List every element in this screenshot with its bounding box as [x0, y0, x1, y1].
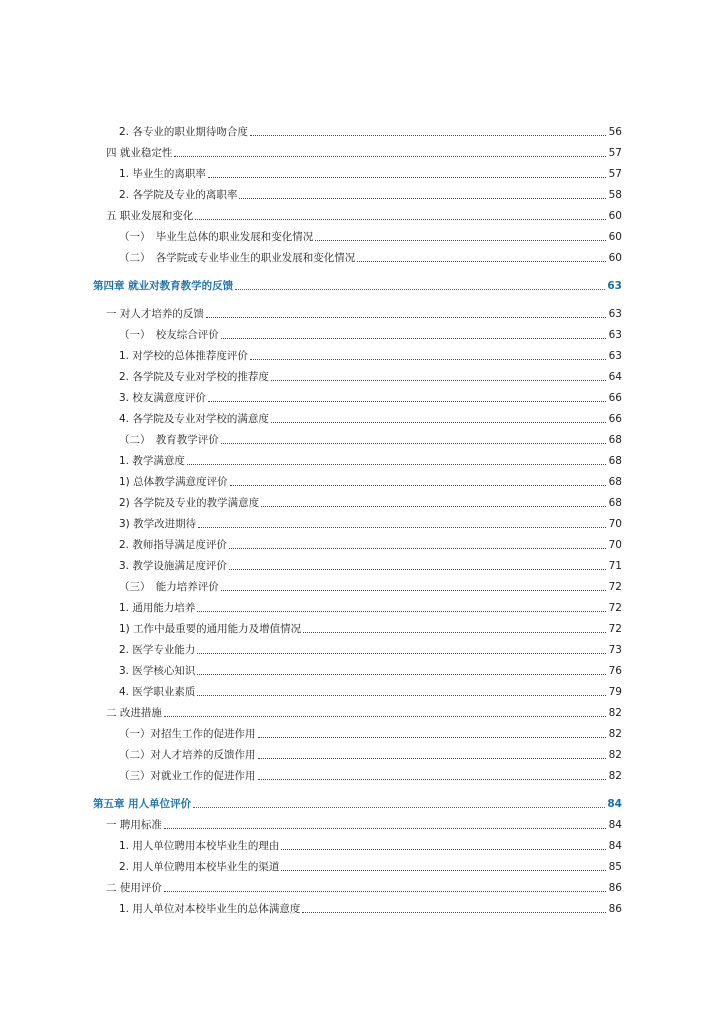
dot-leader [208, 401, 606, 402]
toc-entry[interactable] [119, 370, 622, 384]
dot-leader [198, 527, 606, 528]
toc-page-number: 82 [608, 728, 622, 740]
dot-leader [239, 198, 606, 199]
toc-entry-title: 二 使用评价 [106, 882, 162, 894]
toc-page-number: 84 [608, 819, 622, 831]
toc-entry-title: 一 聘用标准 [106, 819, 162, 831]
toc-entry[interactable] [119, 664, 622, 678]
toc-entry-title: 1. 毕业生的离职率 [119, 168, 206, 180]
dot-leader [235, 289, 605, 290]
toc-entry-title: 1. 对学校的总体推荐度评价 [119, 350, 248, 362]
dot-leader [258, 758, 607, 759]
toc-page-number: 64 [608, 371, 622, 383]
toc-entry-title: 2. 各学院及专业的离职率 [119, 189, 238, 201]
toc-page-number: 82 [608, 707, 622, 719]
toc-page-number: 66 [608, 392, 622, 404]
toc-entry[interactable] [119, 643, 622, 657]
dot-leader [197, 674, 606, 675]
toc-entry[interactable] [119, 328, 622, 342]
toc-entry-title: 2. 各学院及专业对学校的推荐度 [119, 371, 269, 383]
toc-entry-title: 3) 教学改进期待 [119, 518, 197, 530]
toc-page-number: 71 [608, 560, 622, 572]
toc-entry-title: 1) 工作中最重要的通用能力及增值情况 [119, 623, 302, 635]
dot-leader [261, 506, 606, 507]
toc-entry[interactable] [106, 706, 622, 720]
toc-entry-title: 1. 教学满意度 [119, 455, 185, 467]
dot-leader [221, 338, 606, 339]
dot-leader [195, 219, 606, 220]
toc-entry[interactable] [119, 251, 622, 265]
toc-entry[interactable] [119, 839, 622, 853]
toc-entry[interactable] [106, 818, 622, 832]
toc-page-number: 60 [608, 252, 622, 264]
toc-page-number: 86 [608, 882, 622, 894]
dot-leader [250, 359, 606, 360]
toc-entry-title: 2. 医学专业能力 [119, 644, 196, 656]
toc-page-number: 63 [608, 329, 622, 341]
toc-entry-title: 2. 用人单位聘用本校毕业生的渠道 [119, 861, 280, 873]
toc-entry[interactable] [119, 748, 622, 762]
toc-entry-title: （二） 各学院或专业毕业生的职业发展和变化情况 [119, 252, 356, 264]
dot-leader [229, 569, 606, 570]
toc-entry[interactable] [119, 349, 622, 363]
dot-leader [187, 464, 606, 465]
toc-entry[interactable] [119, 454, 622, 468]
toc-chapter-entry[interactable] [93, 797, 622, 811]
toc-entry-title: （一） 毕业生总体的职业发展和变化情况 [119, 231, 314, 243]
toc-entry-title: 1. 用人单位聘用本校毕业生的理由 [119, 840, 280, 852]
dot-leader [164, 716, 606, 717]
toc-page-number: 66 [608, 413, 622, 425]
toc-page-number: 60 [608, 231, 622, 243]
dot-leader [250, 135, 606, 136]
toc-page-number: 68 [608, 497, 622, 509]
toc-entry-title: 2) 各学院及专业的教学满意度 [119, 497, 260, 509]
toc-entry[interactable] [119, 769, 622, 783]
toc-entry[interactable] [119, 412, 622, 426]
toc-entry[interactable] [119, 601, 622, 615]
toc-entry-title: 3. 校友满意度评价 [119, 392, 206, 404]
dot-leader [281, 870, 606, 871]
toc-page-number: 57 [608, 168, 622, 180]
toc-entry-title: 第五章 用人单位评价 [93, 798, 192, 810]
dot-leader [208, 177, 606, 178]
toc-page-number: 79 [608, 686, 622, 698]
toc-entry-title: 4. 医学职业素质 [119, 686, 196, 698]
toc-page-number: 57 [608, 147, 622, 159]
toc-entry[interactable] [119, 860, 622, 874]
toc-entry[interactable] [119, 475, 622, 489]
toc-page-number: 82 [608, 770, 622, 782]
dot-leader [221, 443, 606, 444]
toc-page-number: 82 [608, 749, 622, 761]
toc-page-number: 84 [607, 798, 622, 810]
dot-leader [174, 156, 606, 157]
dot-leader [206, 317, 606, 318]
toc-entry-title: 2. 教师指导满足度评价 [119, 539, 227, 551]
toc-entry[interactable] [119, 167, 622, 181]
toc-entry[interactable] [106, 209, 622, 223]
toc-entry[interactable] [119, 559, 622, 573]
toc-page-number: 72 [608, 581, 622, 593]
toc-entry[interactable] [119, 230, 622, 244]
toc-entry[interactable] [119, 188, 622, 202]
toc-page-number: 63 [607, 280, 622, 292]
toc-entry[interactable] [119, 727, 622, 741]
toc-entry-title: 五 职业发展和变化 [106, 210, 194, 222]
toc-entry[interactable] [106, 146, 622, 160]
toc-page-number: 84 [608, 840, 622, 852]
dot-leader [302, 912, 606, 913]
toc-entry-title: 二 改进措施 [106, 707, 162, 719]
dot-leader [197, 611, 606, 612]
toc-page-number: 63 [608, 308, 622, 320]
dot-leader [281, 849, 606, 850]
toc-entry-title: 1. 用人单位对本校毕业生的总体满意度 [119, 903, 301, 915]
toc-page-number: 70 [608, 539, 622, 551]
toc-chapter-entry[interactable] [93, 279, 622, 293]
toc-page-number: 58 [608, 189, 622, 201]
dot-leader [230, 485, 606, 486]
toc-page-number: 60 [608, 210, 622, 222]
toc-entry[interactable] [106, 307, 622, 321]
dot-leader [303, 632, 606, 633]
toc-entry-title: 3. 医学核心知识 [119, 665, 196, 677]
toc-entry[interactable] [119, 538, 622, 552]
dot-leader [315, 240, 606, 241]
toc-entry-title: 4. 各学院及专业对学校的满意度 [119, 413, 269, 425]
toc-page-number: 86 [608, 903, 622, 915]
dot-leader [221, 590, 606, 591]
toc-page-number: 68 [608, 434, 622, 446]
toc-entry-title: 1. 通用能力培养 [119, 602, 196, 614]
toc-page-number: 70 [608, 518, 622, 530]
toc-entry-title: （三）对就业工作的促进作用 [119, 770, 256, 782]
toc-entry[interactable] [119, 902, 622, 916]
toc-entry[interactable] [119, 433, 622, 447]
dot-leader [164, 891, 606, 892]
dot-leader [258, 779, 607, 780]
toc-entry[interactable] [119, 685, 622, 699]
toc-page-number: 68 [608, 455, 622, 467]
toc-entry[interactable] [119, 125, 622, 139]
dot-leader [357, 261, 606, 262]
toc-page-number: 56 [608, 126, 622, 138]
toc-entry-title: （二）对人才培养的反馈作用 [119, 749, 256, 761]
toc-entry[interactable] [106, 881, 622, 895]
toc-entry-title: 一 对人才培养的反馈 [106, 308, 204, 320]
toc-entry-title: 第四章 就业对教育教学的反馈 [93, 280, 234, 292]
toc-entry[interactable] [119, 391, 622, 405]
toc-entry-title: （一） 校友综合评价 [119, 329, 219, 341]
toc-page-number: 63 [608, 350, 622, 362]
dot-leader [258, 737, 607, 738]
toc-entry-title: （三） 能力培养评价 [119, 581, 219, 593]
toc-entry[interactable] [119, 496, 622, 510]
toc-page-number: 73 [608, 644, 622, 656]
dot-leader [271, 422, 606, 423]
toc-entry[interactable] [119, 622, 622, 636]
dot-leader [164, 828, 606, 829]
toc-entry-title: 3. 教学设施满足度评价 [119, 560, 227, 572]
toc-page-number: 72 [608, 602, 622, 614]
toc-entry-title: 四 就业稳定性 [106, 147, 173, 159]
toc-entry-title: 2. 各专业的职业期待吻合度 [119, 126, 248, 138]
toc-page-number: 76 [608, 665, 622, 677]
toc-entry-title: （二） 教育教学评价 [119, 434, 219, 446]
toc-entry[interactable] [119, 517, 622, 531]
toc-page-number: 68 [608, 476, 622, 488]
toc-entry-title: （一）对招生工作的促进作用 [119, 728, 256, 740]
dot-leader [193, 807, 605, 808]
dot-leader [197, 695, 606, 696]
toc-page-number: 72 [608, 623, 622, 635]
toc-entry[interactable] [119, 580, 622, 594]
dot-leader [229, 548, 606, 549]
toc-entry-title: 1) 总体教学满意度评价 [119, 476, 228, 488]
dot-leader [197, 653, 606, 654]
toc-page-number: 85 [608, 861, 622, 873]
dot-leader [271, 380, 606, 381]
